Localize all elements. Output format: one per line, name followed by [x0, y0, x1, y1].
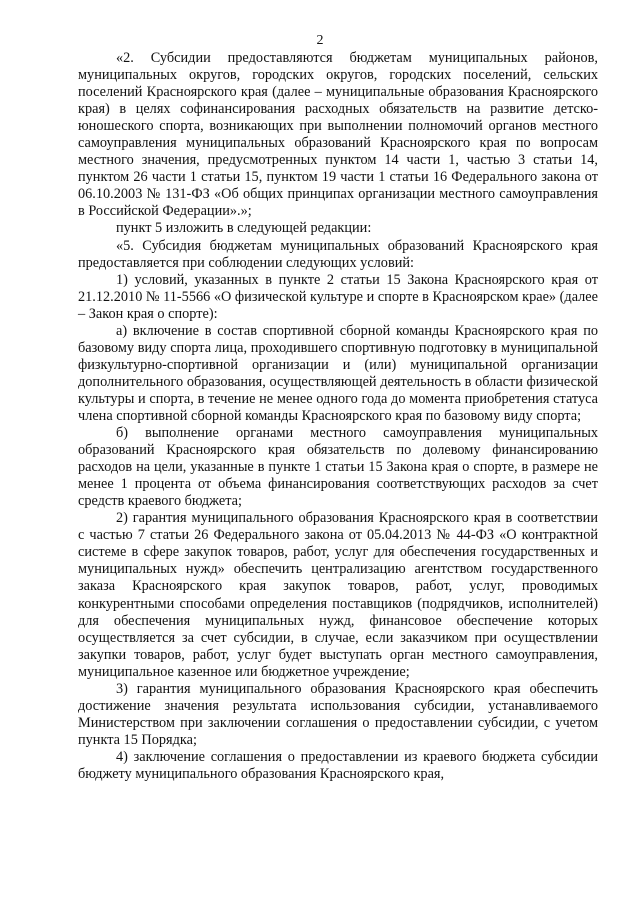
paragraph-condition-1: 1) условий, указанных в пункте 2 статьи 15 Закона Красноярского края от 21.12.2010 № 11-5566 «О физической культуре и спорте в Красноярском крае» (далее – Закон края о спорте):	[78, 271, 598, 322]
paragraph-condition-1b: б) выполнение органами местного самоуправления муниципальных образований Красноярского края обязательств по долевому финансированию расходов на цели, указанные в пункте 1 статьи 15 Закона края о спорте, в размере не менее 1 процента от объема финансирования соответствующих расходов за счет средств краевого бюджета;	[78, 425, 598, 510]
page-number: 2	[316, 33, 324, 48]
paragraph-condition-2: 2) гарантия муниципального образования Красноярского края в соответствии с частью 7 статьи 26 Федерального закона от 05.04.2013 № 44-ФЗ «О контрактной системе в сфере закупок товаров, работ, услуг для обеспечения государственных и муниципальных нужд» обеспечить централизацию агентством государственного заказа Красноярского края закупок товаров, работ, услуг, проводимых конкурентными способами определения поставщиков (подрядчиков, исполнителей) для обеспечения муниципальных нужд, финансовое обеспечение которых осуществляется за счет субсидии, в случае, если заказчиком при осуществлении закупки товаров, работ, услуг будет выступать орган местного самоуправления, муниципальное казенное или бюджетное учреждение;	[78, 510, 598, 680]
paragraph-condition-3: 3) гарантия муниципального образования Красноярского края обеспечить достижение значения результата использования субсидии, устанавливаемого Министерством при заключении соглашения о предоставлении субсидии, с учетом пункта 15 Порядка;	[78, 680, 598, 748]
paragraph-condition-4: 4) заключение соглашения о предоставлении из краевого бюджета субсидии бюджету муниципального образования Красноярского края,	[78, 748, 598, 782]
paragraph-subsidy-clause-2: «2. Субсидии предоставляются бюджетам муниципальных районов, муниципальных округов, городских округов, городских поселений, сельских поселений Красноярского края (далее – муниципальные образования Красноярского края) в целях софинансирования расходных обязательств на развитие детско-юношеского спорта, возникающих при выполнении полномочий органов местного самоуправления муниципальных образований Красноярского края по вопросам местного значения, предусмотренных пунктом 14 части 1, частью 3 статьи 14, пунктом 26 части 1 статьи 15, пунктом 19 части 1 статьи 16 Федерального закона от 06.10.2003 № 131-ФЗ «Об общих принципах организации местного самоуправления в Российской Федерации».»;	[78, 50, 598, 220]
paragraph-condition-1a: а) включение в состав спортивной сборной команды Красноярского края по базовому виду спорта лица, проходившего спортивную подготовку в муниципальной физкультурно-спортивной организации и (или) муниципальной организации дополнительного образования, осуществляющей деятельность в области физической культуры и спорта, в течение не менее одного года до момента приобретения статуса члена спортивной сборной команды Красноярского края по базовому виду спорта;	[78, 322, 598, 424]
paragraph-subsidy-clause-5: «5. Субсидия бюджетам муниципальных образований Красноярского края предоставляется при соблюдении следующих условий:	[78, 237, 598, 271]
paragraph-amend-point-5: пункт 5 изложить в следующей редакции:	[116, 220, 372, 237]
document-body	[78, 50, 598, 783]
